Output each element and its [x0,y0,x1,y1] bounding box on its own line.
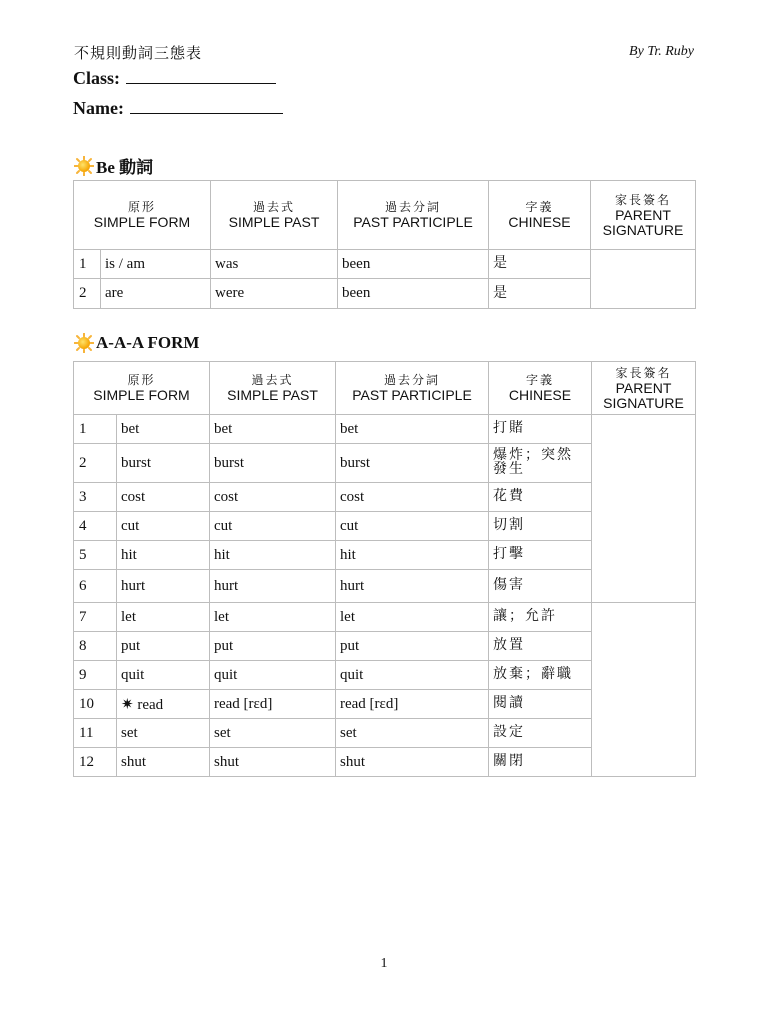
be-verb-table [73,180,696,309]
past-participle-cell: cut [336,512,489,541]
chinese-meaning-cell: 是 [489,250,591,279]
row-number: 10 [74,690,117,719]
simple-past-cell: was [211,250,338,279]
simple-form-cell: bet [117,415,210,444]
class-label: Class: [73,68,121,88]
past-participle-cell: been [338,279,489,309]
chinese-meaning-cell: 放置 [489,632,592,661]
simple-past-cell: burst [210,444,336,483]
class-field [73,68,276,89]
chinese-meaning-cell: 設定 [489,719,592,748]
simple-form-cell: burst [117,444,210,483]
simple-form-cell: are [101,279,211,309]
header-simple-past: 過去式 SIMPLE PAST [210,362,336,415]
row-number: 11 [74,719,117,748]
past-participle-cell: shut [336,748,489,777]
aaa-form-table [73,361,696,777]
aaa-section-heading [74,333,199,353]
simple-form-cell: is / am [101,250,211,279]
table-row [74,603,696,632]
chinese-meaning-cell: 打賭 [489,415,592,444]
name-field [73,98,283,119]
aaa-section-title: A-A-A FORM [96,333,200,352]
past-participle-cell: hit [336,541,489,570]
table-row [74,415,696,444]
document-title: 不規則動詞三態表 [74,46,203,62]
row-number: 5 [74,541,117,570]
simple-past-cell: set [210,719,336,748]
simple-past-cell: let [210,603,336,632]
chinese-meaning-cell: 傷害 [489,570,592,603]
table-header-row [74,362,696,415]
chinese-meaning-cell: 放棄；辭職 [489,661,592,690]
simple-past-cell: cost [210,483,336,512]
chinese-meaning-cell: 讓；允許 [489,603,592,632]
past-participle-cell: burst [336,444,489,483]
table-row [74,250,696,279]
page-number: 1 [380,956,388,971]
name-blank-line[interactable] [130,99,283,114]
row-number: 1 [74,415,117,444]
past-participle-cell: read [rɛd] [336,690,489,719]
simple-form-cell: quit [117,661,210,690]
chinese-meaning-cell: 打擊 [489,541,592,570]
header-past-participle: 過去分詞 PAST PARTICIPLE [338,181,489,250]
row-number: 2 [74,279,101,309]
row-number: 9 [74,661,117,690]
simple-past-cell: quit [210,661,336,690]
simple-past-cell: read [rɛd] [210,690,336,719]
past-participle-cell: cost [336,483,489,512]
header-chinese: 字義 CHINESE [489,362,592,415]
row-number: 12 [74,748,117,777]
row-number: 7 [74,603,117,632]
simple-form-cell: cut [117,512,210,541]
simple-past-cell: hurt [210,570,336,603]
header-chinese: 字義 CHINESE [489,181,591,250]
chinese-meaning-cell: 花費 [489,483,592,512]
simple-form-cell: put [117,632,210,661]
sun-icon [74,333,94,353]
header-simple-form: 原形 SIMPLE FORM [74,181,211,250]
past-participle-cell: hurt [336,570,489,603]
row-number: 3 [74,483,117,512]
author-credit: By Tr. Ruby [629,44,694,59]
simple-form-cell: hurt [117,570,210,603]
row-number: 8 [74,632,117,661]
row-number: 2 [74,444,117,483]
simple-past-cell: cut [210,512,336,541]
simple-form-cell: cost [117,483,210,512]
past-participle-cell: bet [336,415,489,444]
chinese-meaning-cell: 關閉 [489,748,592,777]
simple-form-cell: hit [117,541,210,570]
past-participle-cell: put [336,632,489,661]
simple-past-cell: shut [210,748,336,777]
simple-past-cell: hit [210,541,336,570]
past-participle-cell: quit [336,661,489,690]
simple-past-cell: bet [210,415,336,444]
simple-form-cell: set [117,719,210,748]
table-header-row [74,181,696,250]
parent-signature-cell[interactable] [592,603,696,777]
simple-form-cell: ✷ read [117,690,210,719]
header-past-participle: 過去分詞 PAST PARTICIPLE [336,362,489,415]
past-participle-cell: been [338,250,489,279]
row-number: 1 [74,250,101,279]
simple-past-cell: put [210,632,336,661]
header-parent-signature: 家長簽名 PARENT SIGNATURE [591,181,696,250]
parent-signature-cell[interactable] [592,415,696,603]
class-blank-line[interactable] [126,69,276,84]
chinese-meaning-cell: 爆炸；突然發生 [489,444,592,483]
chinese-meaning-cell: 閱讀 [489,690,592,719]
row-number: 4 [74,512,117,541]
header-simple-form: 原形 SIMPLE FORM [74,362,210,415]
simple-form-cell: let [117,603,210,632]
simple-form-cell: shut [117,748,210,777]
header-simple-past: 過去式 SIMPLE PAST [211,181,338,250]
chinese-meaning-cell: 是 [489,279,591,309]
header-parent-signature: 家長簽名 PARENT SIGNATURE [592,362,696,415]
row-number: 6 [74,570,117,603]
chinese-meaning-cell: 切割 [489,512,592,541]
parent-signature-cell[interactable] [591,250,696,309]
name-label: Name: [73,98,124,118]
past-participle-cell: set [336,719,489,748]
simple-past-cell: were [211,279,338,309]
be-section-title: Be 動詞 [96,158,154,177]
be-section-heading [74,153,153,178]
sun-icon [74,156,94,176]
past-participle-cell: let [336,603,489,632]
